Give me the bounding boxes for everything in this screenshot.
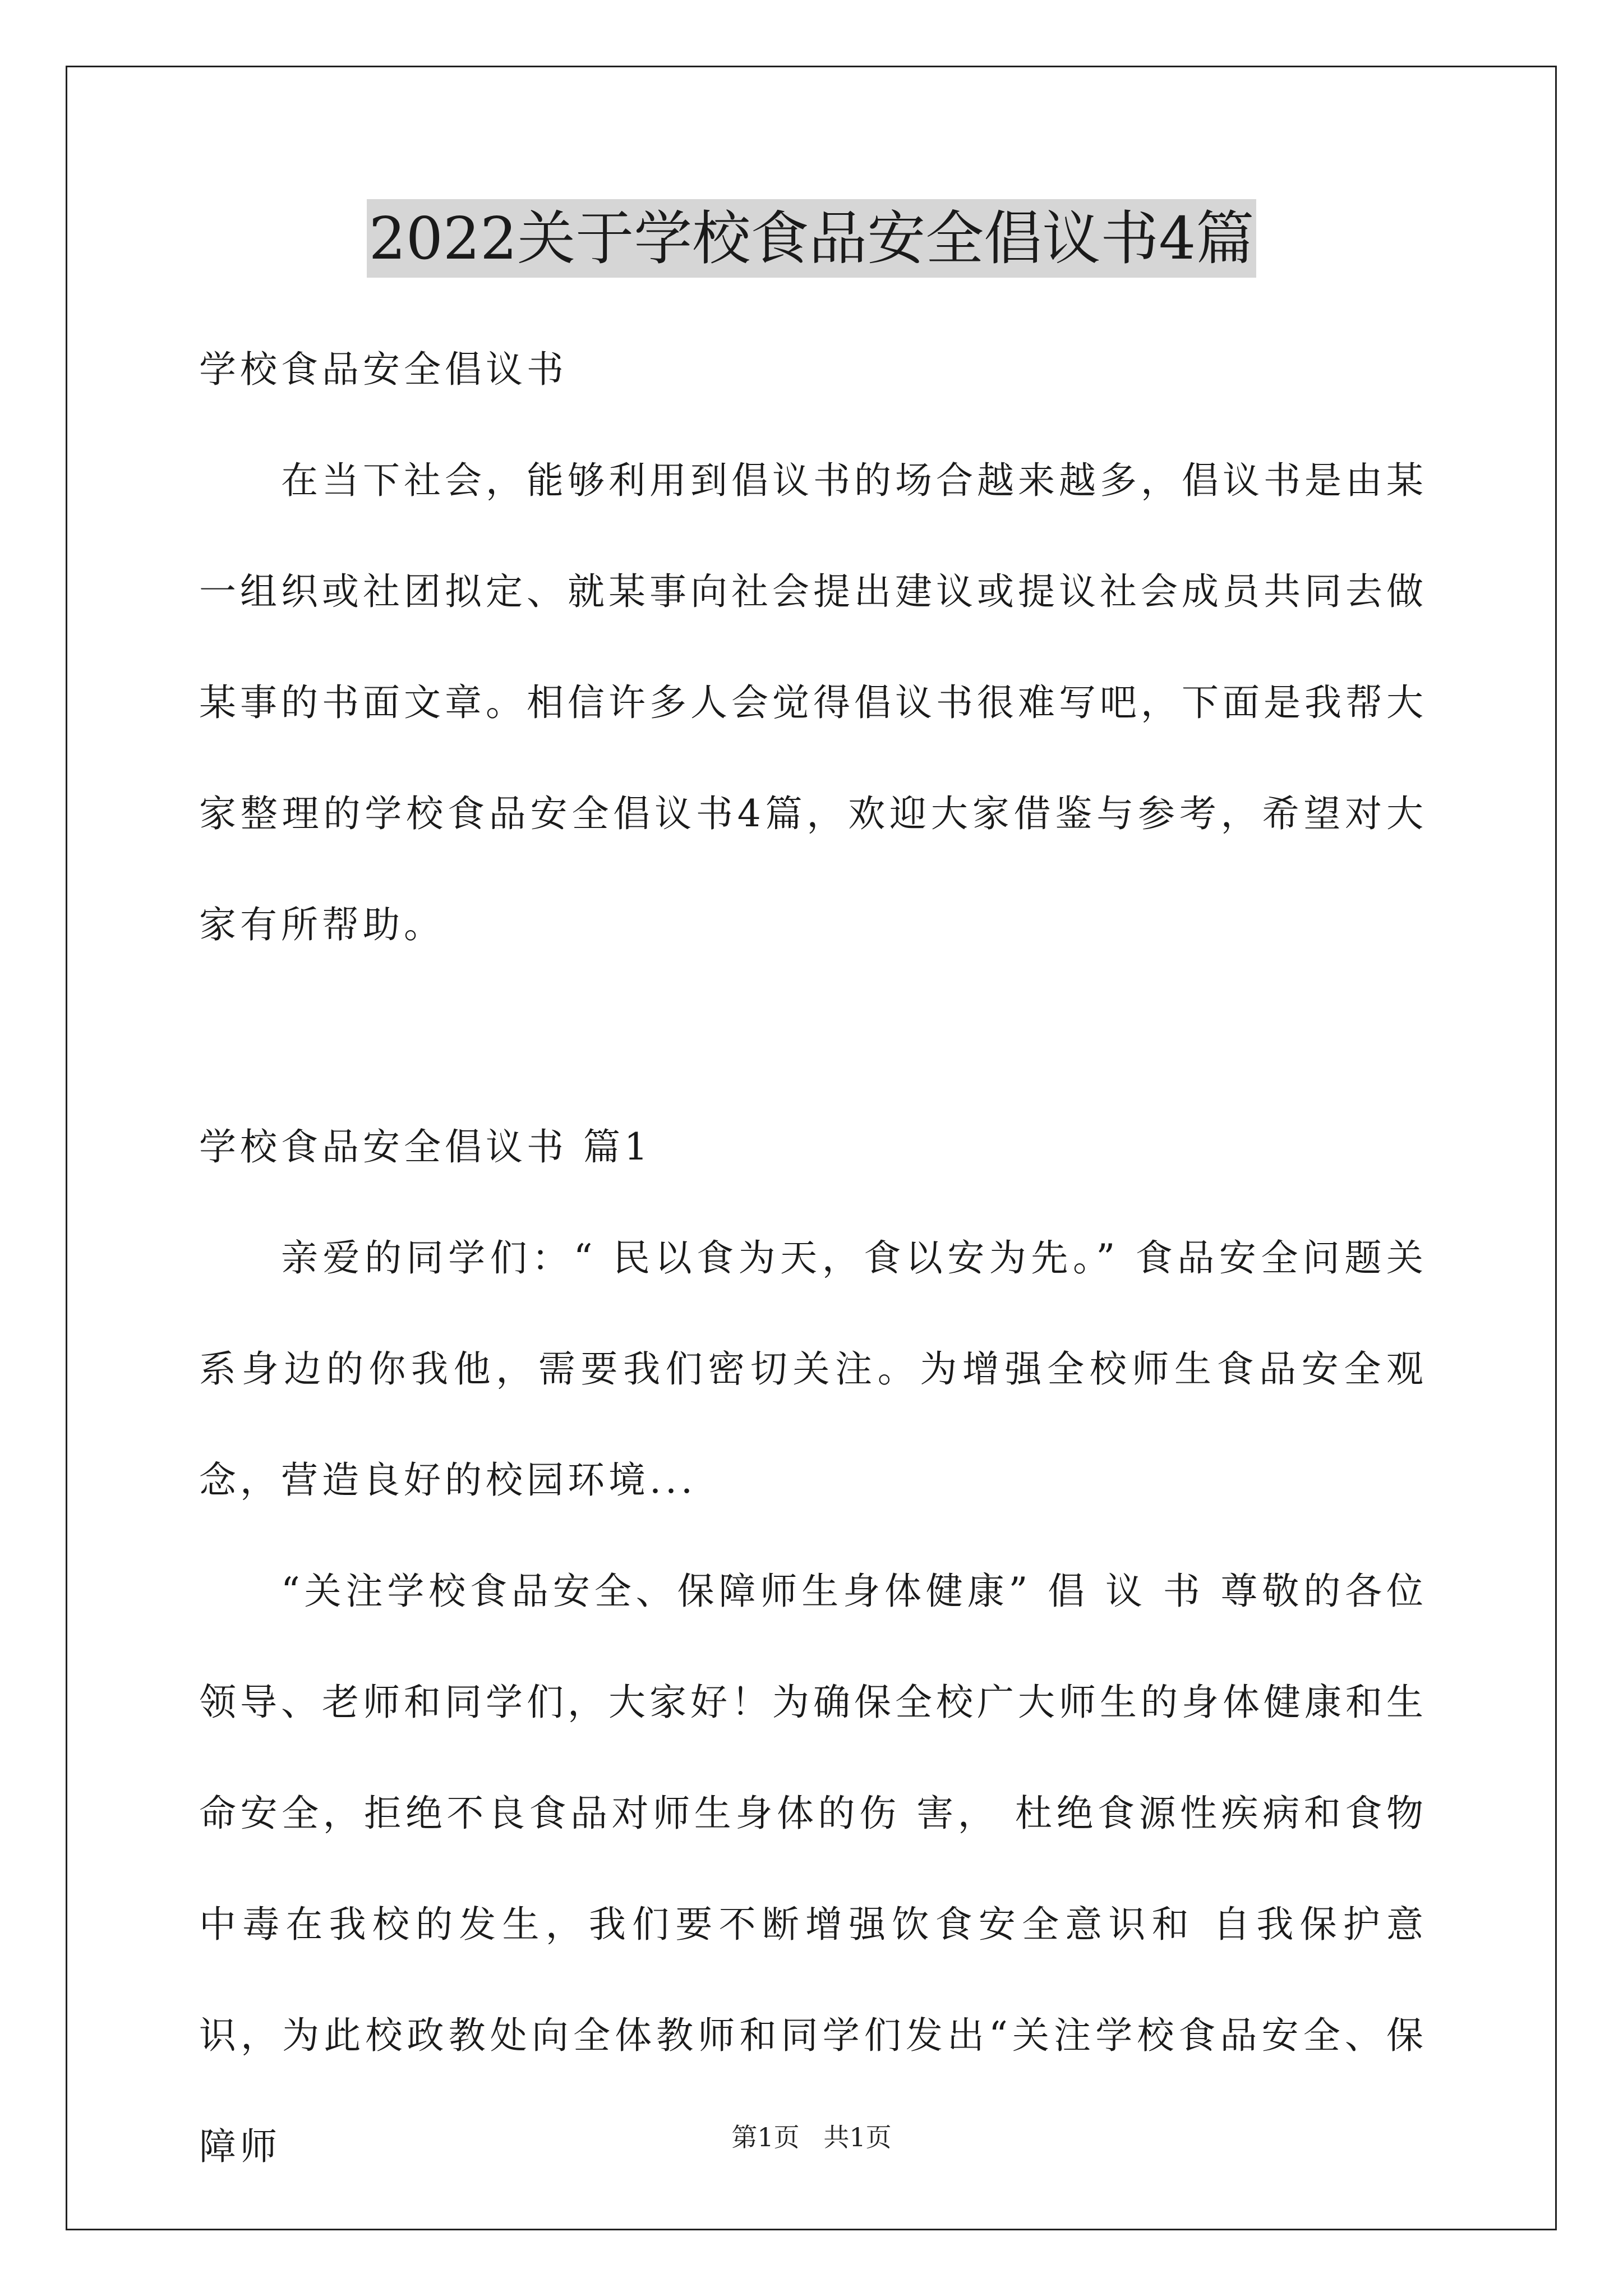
intro-paragraph: 在当下社会，能够利用到倡议书的场合越来越多，倡议书是由某一组织或社团拟定、就某事向社会提出建议或提议社会成员共同去做某事的书面文章。相信许多人会觉得倡议书很难写吧，下面是我帮大家整理的学校食品安全倡议书4篇，欢迎大家借鉴与参考，希望对大家有所帮助。 — [199, 459, 1427, 946]
page-total: 共1页 — [823, 2122, 892, 2152]
section-spacer — [199, 981, 1427, 1092]
page-number: 第1页 — [731, 2122, 800, 2152]
intro-heading: 学校食品安全倡议书 — [199, 348, 568, 391]
section1-paragraph-2: “关注学校食品安全、保障师生身体健康” 倡 议 书 尊敬的各位领导、老师和同学们，大家好！为确保全校广大师生的身体健康和生命安全，拒绝不良食品对师生身体的伤 害， 杜绝食源性疾病和食物中毒在我校的发生，我们要不断增强饮食安全意识和 自我保护意识，为此校政教处向全体教师和同学们发出“关注学校食品安全、保 障师 — [199, 1570, 1427, 2168]
section1-heading: 学校食品安全倡议书 篇1 — [199, 1125, 652, 1168]
page-footer — [0, 2120, 1623, 2154]
document-body — [199, 314, 1427, 2202]
section1-paragraph-1: 亲爱的同学们：“ 民以食为天，食以安为先。” 食品安全问题关系身边的你我他，需要我们密切关注。为增强全校师生食品安全观念，营造良好的校园环境... — [199, 1236, 1427, 1502]
document-title: 2022关于学校食品安全倡议书4篇 — [367, 199, 1257, 278]
title-container — [0, 199, 1623, 278]
